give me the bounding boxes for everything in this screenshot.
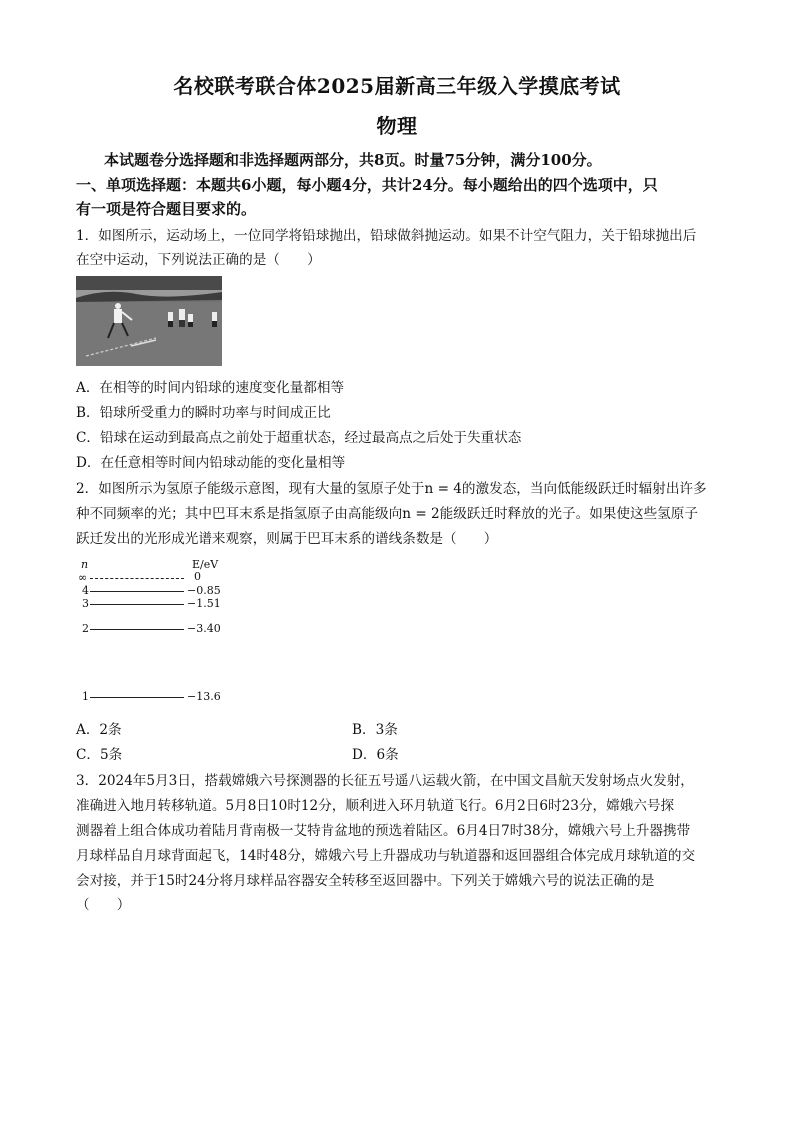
q1-option-c: C．铅球在运动到最高点之前处于超重状态，经过最高点之后处于失重状态 [76, 430, 522, 446]
level-line-3 [90, 604, 184, 605]
level-e-2: −3.40 [187, 622, 221, 635]
level-line-2 [90, 629, 184, 630]
level-n-2: 2 [82, 622, 89, 635]
level-line-inf [90, 578, 184, 579]
q2-stem-line3: 跃迁发出的光形成光谱来观察，则属于巴耳末系的谱线条数是（ ） [76, 531, 498, 547]
level-n-1: 1 [82, 690, 89, 703]
q2-option-d: D．6条 [352, 747, 399, 763]
q1-stem-line1: 1．如图所示，运动场上，一位同学将铅球抛出，铅球做斜抛运动。如果不计空气阻力，关于铅球抛出后 [76, 228, 697, 244]
shot-put-photo [76, 276, 222, 366]
level-n-4: 4 [82, 584, 89, 597]
q3-stem-line2: 准确进入地月转移轨道。5月8日10时12分，顺利进入环月轨道飞行。6月2日6时23分，嫦娥六号探 [76, 798, 675, 814]
level-line-4 [90, 591, 184, 592]
q2-stem-line2: 种不同频率的光；其中巴耳末系是指氢原子由高能级向n = 2能级跃迁时释放的光子。如果使这些氢原子 [76, 506, 698, 522]
subject-title: 物理 [376, 114, 418, 138]
energy-axis-label: E/eV [192, 558, 219, 571]
q3-stem-line1: 3．2024年5月3日，搭载嫦娥六号探测器的长征五号遥八运载火箭，在中国文昌航天发射场点火发射， [76, 773, 694, 789]
n-axis-label: n [81, 558, 89, 571]
q1-stem-line2: 在空中运动，下列说法正确的是（ ） [76, 252, 321, 268]
q3-stem-line4: 月球样品自月球背面起飞，14时48分，嫦娥六号上升器成功与轨道器和返回器组合体完成月球轨道的交 [76, 848, 696, 864]
exam-intro: 本试题卷分选择题和非选择题两部分，共8页。时量75分钟，满分100分。 [104, 151, 602, 169]
level-n-3: 3 [82, 597, 89, 610]
level-e-3: −1.51 [187, 597, 221, 610]
level-line-1 [90, 697, 184, 698]
section-heading-line1: 一、单项选择题：本题共6小题，每小题4分，共计24分。每小题给出的四个选项中，只 [76, 176, 658, 194]
q2-option-a: A．2条 [76, 722, 122, 738]
q3-answer-blank: （ ） [76, 897, 131, 913]
level-n-inf: ∞ [78, 571, 88, 584]
level-e-1: −13.6 [187, 690, 221, 703]
q2-option-c: C．5条 [76, 747, 123, 763]
section-heading-line2: 有一项是符合题目要求的。 [76, 200, 257, 218]
q2-option-b: B．3条 [352, 722, 398, 738]
q3-stem-line5: 会对接，并于15时24分将月球样品容器安全转移至返回器中。下列关于嫦娥六号的说法正确的是 [76, 873, 655, 889]
q2-stem-line1: 2．如图所示为氢原子能级示意图，现有大量的氢原子处于n = 4的激发态，当向低能级跃迁时辐射出许多 [76, 481, 707, 497]
shot-put-photo-graphic [76, 276, 222, 366]
q1-option-d: D．在任意相等时间内铅球动能的变化量相等 [76, 455, 346, 471]
q3-stem-line3: 测器着上组合体成功着陆月背南极一艾特肯盆地的预选着陆区。6月4日7时38分，嫦娥六号上升器携带 [76, 823, 691, 839]
level-e-inf: 0 [194, 570, 201, 583]
exam-title: 名校联考联合体2025届新高三年级入学摸底考试 [173, 74, 621, 98]
q1-option-a: A．在相等的时间内铅球的速度变化量都相等 [76, 380, 345, 396]
level-e-4: −0.85 [187, 584, 221, 597]
q1-option-b: B．铅球所受重力的瞬时功率与时间成正比 [76, 405, 331, 421]
